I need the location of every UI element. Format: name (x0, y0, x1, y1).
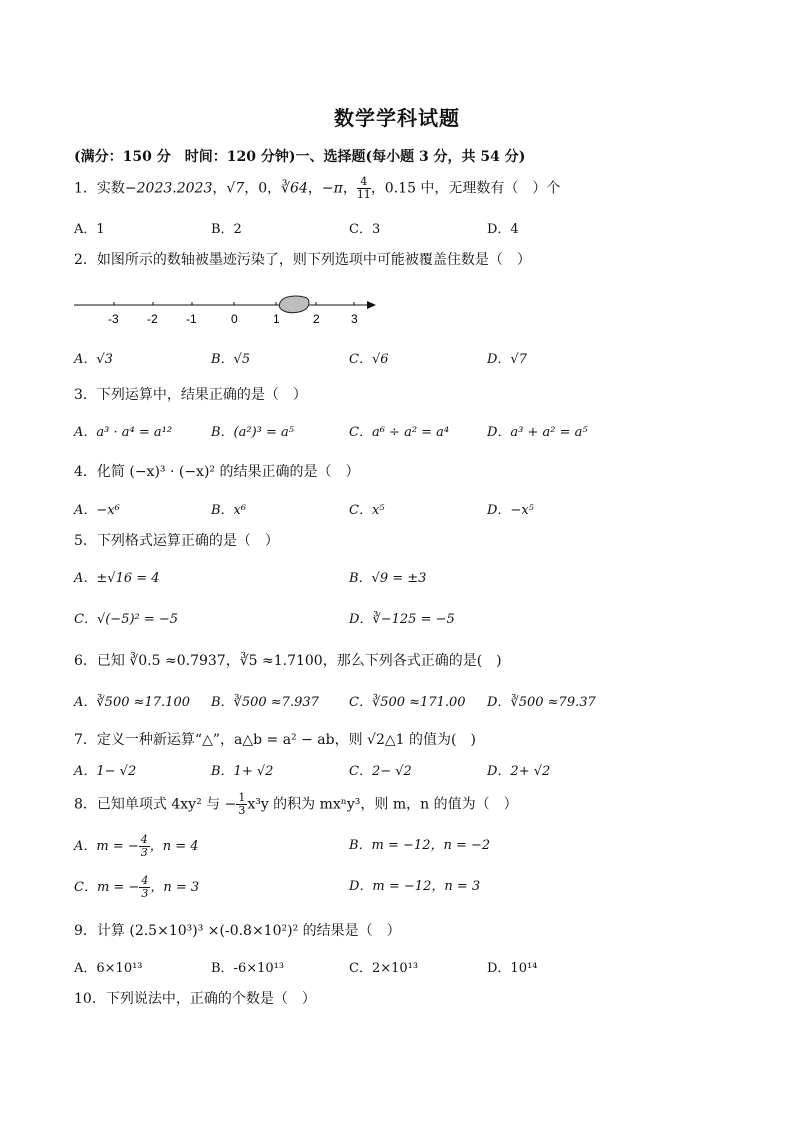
option-c[interactable]: C．∛500 ≈171.00 (349, 695, 466, 710)
arrow-icon (367, 301, 376, 309)
tick-label: 3 (351, 312, 358, 326)
ink-blot (279, 296, 309, 313)
option-b[interactable]: B．m = −12，n = −2 (349, 838, 491, 853)
option-d[interactable]: D．10¹⁴ (487, 961, 538, 976)
option-d[interactable]: D．√7 (487, 352, 527, 367)
tick-label: -3 (108, 312, 119, 326)
option-b[interactable]: B．√5 (211, 352, 251, 367)
question-6: 6．已知 ∛0.5 ≈0.7937，∛5 ≈1.7100，那么下列各式正确的是( ) (74, 653, 502, 669)
option-a[interactable]: A．√3 (74, 352, 113, 367)
fraction: $\frac{1}{3}$ (238, 791, 246, 817)
question-2: 2．如图所示的数轴被墨迹污染了，则下列选项中可能被覆盖住数是（ ） (74, 252, 531, 268)
option-c[interactable]: C．√6 (349, 352, 389, 367)
option-c[interactable]: C．x⁵ (349, 503, 385, 518)
option-c[interactable]: C．√(−5)² = −5 (74, 612, 179, 627)
question-10: 10．下列说法中，正确的个数是（ ） (74, 991, 316, 1007)
option-c[interactable]: C．2×10¹³ (349, 961, 419, 976)
option-d[interactable]: D．∛500 ≈79.37 (487, 695, 596, 710)
option-a[interactable]: A．∛500 ≈17.100 (74, 695, 190, 710)
option-b[interactable]: B．√9 = ±3 (349, 571, 427, 586)
number-line (74, 290, 384, 330)
option-a[interactable]: A．6×10¹³ (74, 961, 143, 976)
option-a[interactable]: A．1 (74, 222, 105, 237)
option-d[interactable]: D．m = −12，n = 3 (349, 879, 481, 894)
tick-label: -1 (186, 312, 197, 326)
option-a[interactable]: A．m = − $\frac{4}{3}$ ，n = 4 (74, 833, 199, 859)
page-title: 数学学科试题 (334, 106, 460, 130)
option-a[interactable]: A．±√16 = 4 (74, 571, 160, 586)
option-d[interactable]: D．2+ √2 (487, 764, 551, 779)
option-d[interactable]: D．∛−125 = −5 (349, 612, 455, 627)
question-7: 7．定义一种新运算“△”，a△b = a² − ab，则 √2△1 的值为( ) (74, 732, 476, 748)
option-b[interactable]: B．1+ √2 (211, 764, 274, 779)
fraction: $\frac{4}{11}$ (356, 175, 371, 201)
option-b[interactable]: B．-6×10¹³ (211, 961, 285, 976)
tick-label: 1 (273, 312, 280, 326)
option-c[interactable]: C．2− √2 (349, 764, 412, 779)
exam-info: (满分：150 分 时间：120 分钟)一、选择题(每小题 3 分，共 54 分) (74, 149, 526, 165)
option-c[interactable]: C．m = − $\frac{4}{3}$ ，n = 3 (74, 874, 200, 900)
option-d[interactable]: D．a³ + a² = a⁵ (487, 425, 588, 440)
option-b[interactable]: B．x⁶ (211, 503, 247, 518)
option-b[interactable]: B．∛500 ≈7.937 (211, 695, 319, 710)
option-d[interactable]: D．−x⁵ (487, 503, 534, 518)
option-a[interactable]: A．a³ · a⁴ = a¹² (74, 425, 173, 440)
option-c[interactable]: C．a⁶ ÷ a² = a⁴ (349, 425, 450, 440)
option-b[interactable]: B．(a²)³ = a⁵ (211, 425, 294, 440)
question-5: 5．下列格式运算正确的是（ ） (74, 533, 279, 549)
option-a[interactable]: A．1− √2 (74, 764, 137, 779)
question-3: 3．下列运算中，结果正确的是（ ） (74, 387, 307, 403)
tick-label: -2 (147, 312, 158, 326)
option-c[interactable]: C．3 (349, 222, 381, 237)
question-4: 4．化简 (−x)³ · (−x)² 的结果正确的是（ ） (74, 464, 360, 480)
option-b[interactable]: B．2 (211, 222, 242, 237)
tick-label: 2 (313, 312, 320, 326)
tick-label: 0 (231, 312, 238, 326)
option-a[interactable]: A．−x⁶ (74, 503, 120, 518)
question-1: 1．实数−2023.2023，√7，0，∛64，−π， $\frac{4}{11}$ ，0.15 中，无理数有（ ）个 (74, 175, 561, 201)
question-9: 9．计算 (2.5×10³)³ ×(-0.8×10²)² 的结果是（ ） (74, 923, 401, 939)
question-8: 8．已知单项式 4xy² 与 − $\frac{1}{3}$ x³y 的积为 mxⁿy³，则 m，n 的值为（ ） (74, 791, 518, 817)
option-d[interactable]: D．4 (487, 222, 519, 237)
